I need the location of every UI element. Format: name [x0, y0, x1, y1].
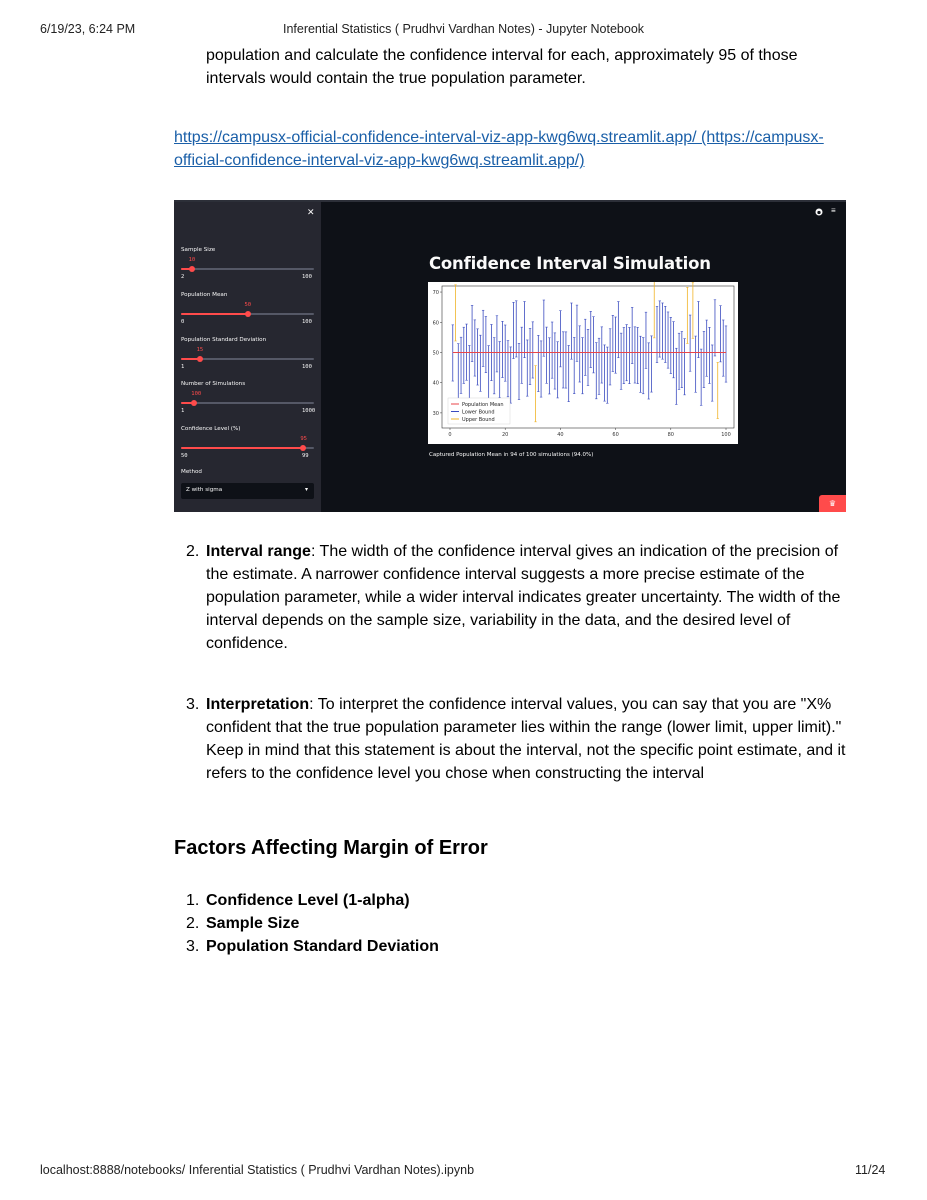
item-line: confidence.: [206, 635, 288, 652]
slider-fill: [181, 313, 248, 315]
slider-label: Number of Simulations: [181, 381, 246, 387]
legend-label: Population Mean: [462, 401, 504, 408]
slider-handle: [245, 311, 251, 317]
item-line: refers to the confidence level you chose when constructing the interval: [206, 765, 705, 782]
factor-text: Confidence Level (1-alpha): [206, 892, 410, 909]
method-select: [181, 483, 314, 499]
chevron-down-icon: ▾: [304, 487, 308, 493]
x-tick-label: 0: [448, 432, 452, 438]
interpretation-item: [206, 693, 856, 785]
x-tick-label: 80: [667, 432, 674, 438]
slider-fill: [181, 447, 303, 449]
slider-track: [181, 358, 314, 360]
item-line: Keep in mind that this statement is about the interval, not the specific point estimate, and it: [206, 742, 846, 759]
item-term: Interpretation: [206, 696, 310, 713]
factor-number: 3.: [186, 938, 200, 955]
slider-max: 100: [302, 319, 312, 325]
slider-value: 95: [300, 436, 307, 442]
embedded-app-screenshot: [174, 200, 846, 512]
slider-label: Population Mean: [181, 292, 228, 298]
item-number: 2.: [186, 543, 200, 560]
slider-max: 99: [302, 453, 309, 459]
method-label: Method: [181, 469, 202, 475]
slider-value: 50: [244, 302, 252, 308]
item-line: : The width of the confidence interval gives an indication of the precision of: [310, 543, 839, 560]
section-heading: Factors Affecting Margin of Error: [174, 837, 488, 859]
intro-paragraph: [206, 44, 856, 90]
interval-range-item: [206, 540, 856, 655]
slider-max: 1000: [302, 408, 316, 414]
slider-max: 100: [302, 274, 312, 280]
print-datetime: 6/19/23, 6:24 PM: [40, 22, 136, 36]
app-sidebar: [174, 202, 321, 512]
item-number: 3.: [186, 696, 200, 713]
github-icon: [815, 208, 823, 218]
intro-line: intervals would contain the true population parameter.: [206, 70, 586, 87]
slider-handle: [197, 356, 203, 362]
legend-label: Lower Bound: [462, 409, 495, 416]
slider-handle: [191, 400, 197, 406]
slider-track: [181, 268, 314, 270]
item-term: Interval range: [206, 543, 311, 560]
slider-min: 0: [181, 319, 185, 325]
streamlit-link-block: [174, 126, 854, 172]
slider-handle: [189, 266, 195, 272]
factor-item: [186, 935, 439, 958]
slider-track: [181, 447, 314, 449]
factor-number: 2.: [186, 915, 200, 932]
slider-value: 100: [191, 391, 202, 397]
y-tick-label: 40: [432, 380, 439, 387]
y-tick-label: 50: [432, 350, 439, 357]
factor-text: Population Standard Deviation: [206, 938, 439, 955]
close-icon: ✕: [307, 207, 315, 217]
menu-icon: ≡: [831, 206, 836, 215]
x-tick-label: 60: [612, 432, 619, 438]
y-tick-label: 60: [432, 320, 439, 327]
streamlit-app-link[interactable]: https://campusx-official-confidence-interval-viz-app-kwg6wq.streamlit.app/ (https://campusx-official-confidence-interval-viz-app-kwg6wq.streamlit.app/): [174, 129, 824, 169]
item-line: population parameter, while a wider interval indicates greater uncertainty. The width of the: [206, 589, 841, 606]
x-tick-label: 100: [721, 432, 731, 438]
app-title: Confidence Interval Simulation: [429, 254, 711, 273]
factor-number: 1.: [186, 892, 200, 909]
slider-min: 1: [181, 408, 185, 414]
factor-item: [186, 912, 299, 935]
slider-track: [181, 313, 314, 315]
slider-max: 100: [302, 364, 312, 370]
slider-label: Sample Size: [181, 247, 216, 253]
item-line: confident that the true population parameter lies within the range (lower limit, upper limit).": [206, 719, 842, 736]
slider-label: Population Standard Deviation: [181, 337, 267, 343]
crown-icon: ♛: [819, 495, 846, 512]
ci-plot: [428, 282, 738, 444]
intro-line: population and calculate the confidence interval for each, approximately 95 of those: [206, 47, 798, 64]
item-line: interval depends on the sample size, variability in the data, and the desired level of: [206, 612, 791, 629]
print-page-number: 11/24: [855, 1163, 886, 1177]
legend-label: Upper Bound: [462, 416, 495, 423]
x-tick-label: 20: [502, 432, 509, 438]
item-line: the estimate. A narrower confidence interval suggests a more precise estimate of the: [206, 566, 805, 583]
slider-value: 15: [196, 347, 204, 353]
factor-text: Sample Size: [206, 915, 300, 932]
slider-min: 1: [181, 364, 185, 370]
slider-label: Confidence Level (%): [181, 426, 241, 432]
slider-handle: [300, 445, 306, 451]
slider-min: 2: [181, 274, 185, 280]
y-tick-label: 70: [432, 290, 439, 297]
print-title: Inferential Statistics ( Prudhvi Vardhan Notes) - Jupyter Notebook: [282, 22, 645, 36]
slider-track: [181, 402, 314, 404]
x-tick-label: 40: [557, 432, 564, 438]
slider-min: 50: [181, 453, 188, 459]
slider-value: 10: [188, 257, 196, 263]
method-select-value: Z with sigma: [186, 487, 223, 493]
item-line: : To interpret the confidence interval values, you can say that you are "X%: [309, 696, 832, 713]
y-tick-label: 30: [432, 410, 439, 417]
print-url: localhost:8888/notebooks/ Inferential Statistics ( Prudhvi Vardhan Notes).ipynb: [40, 1163, 475, 1177]
simulation-caption: Captured Population Mean in 94 of 100 simulations (94.0%): [429, 452, 594, 458]
factor-item: [186, 889, 410, 912]
